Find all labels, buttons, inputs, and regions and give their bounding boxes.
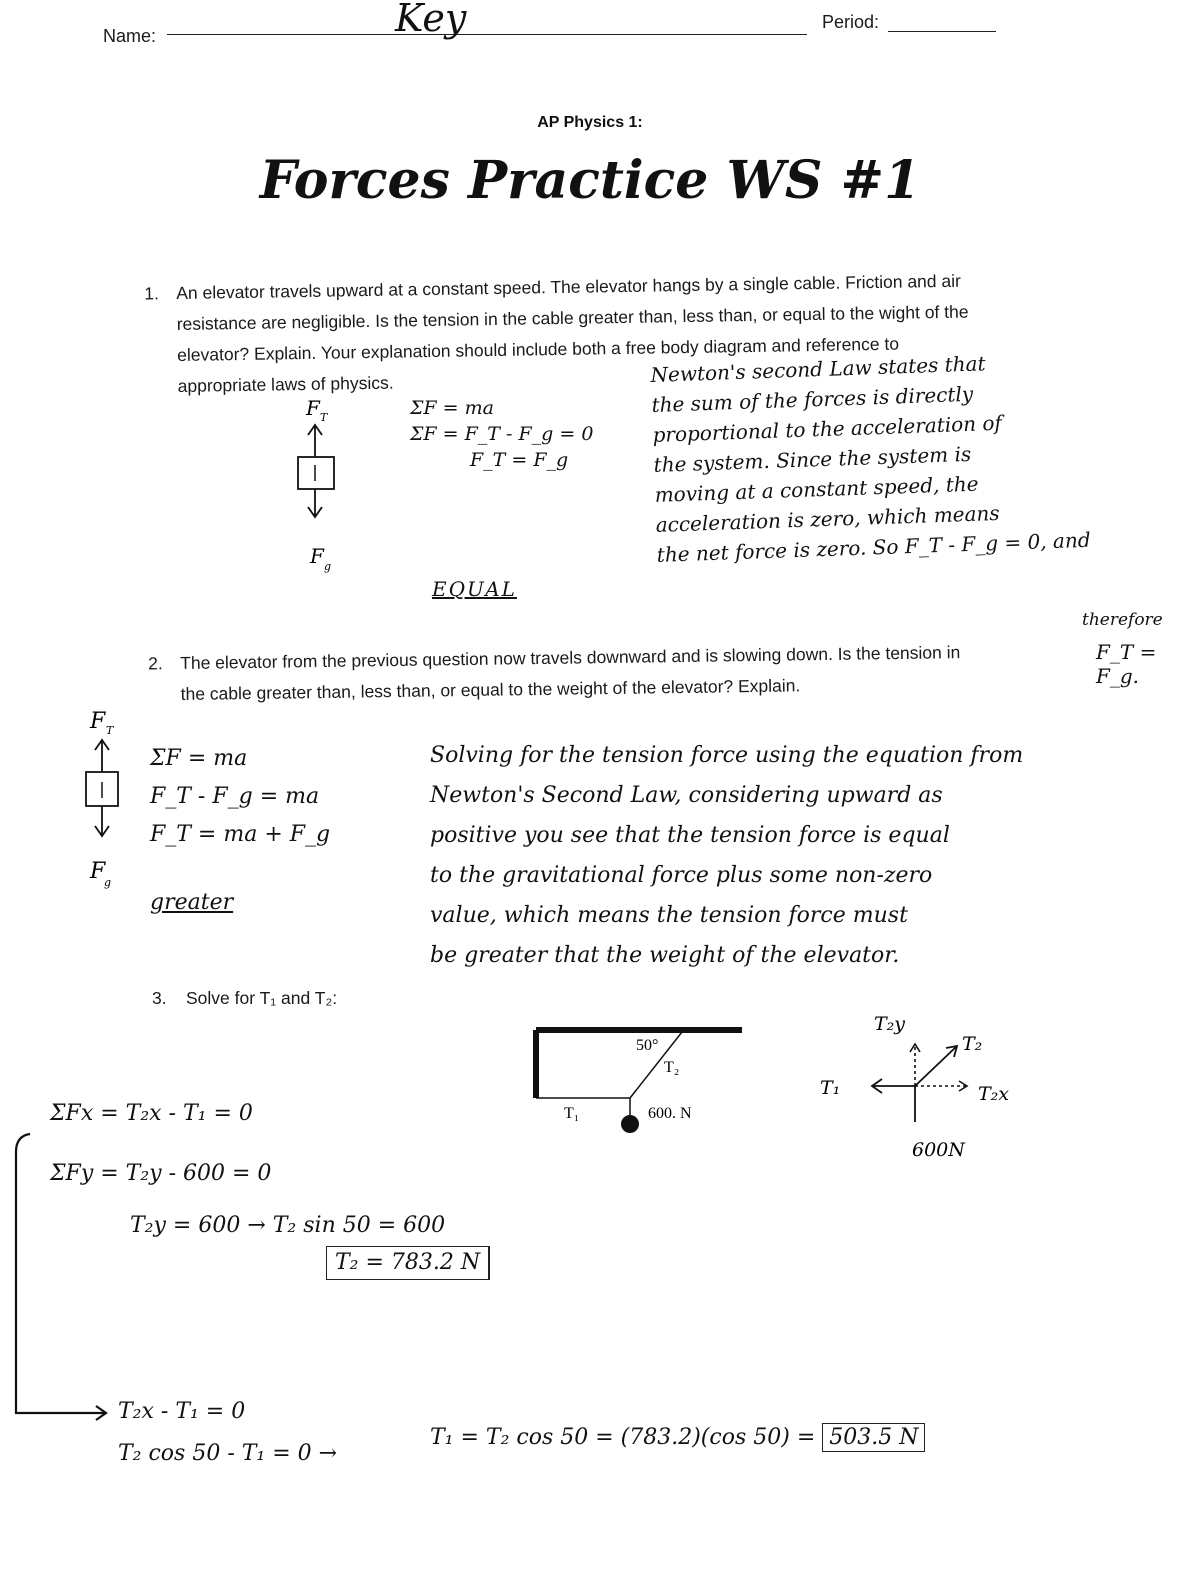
question-1-line: An elevator travels upward at a constant speed. The elevator hangs by a single cable. Friction and air [176,270,962,303]
q2-work [150,740,330,854]
q1-fbd-bottom-label: F [310,544,324,568]
q1-fbd-top-label: F [306,396,320,420]
q1-answer: EQUAL [432,577,517,601]
course-heading: AP Physics 1: [537,114,643,131]
q1-final: F_T = F_g. [1096,640,1157,688]
question-1-line: elevator? Explain. Your explanation should include both a free body diagram and reference to [177,333,900,365]
question-2-line: The elevator from the previous question now travels downward and is slowing down. Is the tension in [180,642,961,673]
q3-t1-result: 503.5 N [822,1423,925,1452]
q3-t1-line: T₁ = T₂ cos 50 = (783.2)(cos 50) = [430,1425,816,1450]
q1-free-body-diagram [270,395,380,595]
q1-explanation-line: acceleration is zero, which means [655,500,1000,537]
weight-label: 600. N [648,1105,692,1122]
q2-work-line: F_T - F_g = ma [150,784,320,809]
q1-explanation-line: the sum of the forces is directly [651,381,974,417]
q2-fbd-bottom-label: F [90,859,106,884]
question-1-line: appropriate laws of physics. [177,372,394,396]
q3-free-body-diagram [812,1004,1072,1164]
q1-explanation-line: the net force is zero. So F_T - F_g = 0, and [656,527,1091,567]
q2-work-line: ΣF = ma [150,746,248,771]
t2-label: T₂ [664,1059,680,1076]
q1-work-line: F_T = F_g [470,449,569,471]
q1-work-line: ΣF = ma [410,397,494,419]
q1-explanation [650,341,1197,570]
q1-therefore: therefore [1082,610,1163,630]
q3-sum-fx: ΣFx = T₂x - T₁ = 0 [50,1101,253,1126]
q2-explanation-line: be greater that the weight of the elevator. [430,943,900,968]
svg-text:g: g [324,560,332,573]
hanging-mass [621,1115,639,1133]
q3-sum-fy: ΣFy = T₂y - 600 = 0 [50,1161,272,1186]
q2-explanation [430,736,1170,976]
fbd-t2-label: T₂ [962,1033,983,1055]
q3-t2x-line: T₂x - T₁ = 0 [118,1399,246,1424]
question-1-line: resistance are negligible. Is the tension in the cable greater than, less than, or equal to the wight of the [176,301,969,334]
q2-answer: greater [150,890,234,915]
q1-explanation-line: Newton's second Law states that [650,351,986,387]
angle-label: 50° [636,1037,659,1054]
q2-explanation-line: value, which means the tension force must [430,903,908,928]
fbd-t2x-label: T₂x [978,1083,1010,1105]
fbd-t2y-label: T₂y [874,1013,906,1035]
question-3-prompt: Solve for T₁ and T₂: [186,988,338,1008]
svg-text:T: T [106,724,114,737]
q1-explanation-line: moving at a constant speed, the [654,471,979,507]
period-line [888,31,996,32]
svg-text:T: T [320,411,328,424]
question-2-line: the cable greater than, less than, or equal to the weight of the elevator? Explain. [180,675,801,704]
question-3 [152,988,338,1009]
elevator-box [298,457,334,489]
q2-explanation-line: to the gravitational force plus some non-zero [430,863,933,888]
period-label: Period: [822,12,880,32]
q2-fbd-top-label: F [90,709,106,734]
q3-cos-line: T₂ cos 50 - T₁ = 0 → [118,1441,338,1466]
q2-explanation-line: Newton's Second Law, considering upward as [430,783,943,808]
q3-hanging-mass-diagram [520,1016,750,1146]
question-1-number: 1. [144,283,160,304]
worksheet-title: Forces Practice WS #1 [259,150,921,211]
t1-label: T₁ [564,1105,580,1122]
fbd-t1-label: T₁ [820,1077,841,1099]
svg-text:g: g [104,876,112,889]
question-3-number: 3. [152,988,167,1008]
q2-free-body-diagram [82,706,152,906]
q3-t2-result: T₂ = 783.2 N [326,1246,490,1280]
q1-work-line: ΣF = F_T - F_g = 0 [410,423,594,445]
question-2 [148,636,1071,710]
q1-explanation-line: proportional to the acceleration of [652,410,1003,447]
name-line [167,34,807,35]
q1-explanation-line: the system. Since the system is [653,441,972,477]
name-label: Name: [103,26,157,46]
q2-work-line: F_T = ma + F_g [150,822,331,847]
q3-t1-equation [430,1424,925,1452]
name-value: Key [395,0,467,40]
q2-explanation-line: Solving for the tension force using the equation from [430,743,1024,768]
q2-explanation-line: positive you see that the tension force is equal [430,823,950,848]
bracket-arrow [6,1128,126,1428]
question-2-number: 2. [148,653,163,674]
fbd-weight-label: 600N [912,1139,965,1161]
q1-work [410,395,593,473]
q3-t2y: T₂y = 600 → T₂ sin 50 = 600 [130,1213,446,1238]
